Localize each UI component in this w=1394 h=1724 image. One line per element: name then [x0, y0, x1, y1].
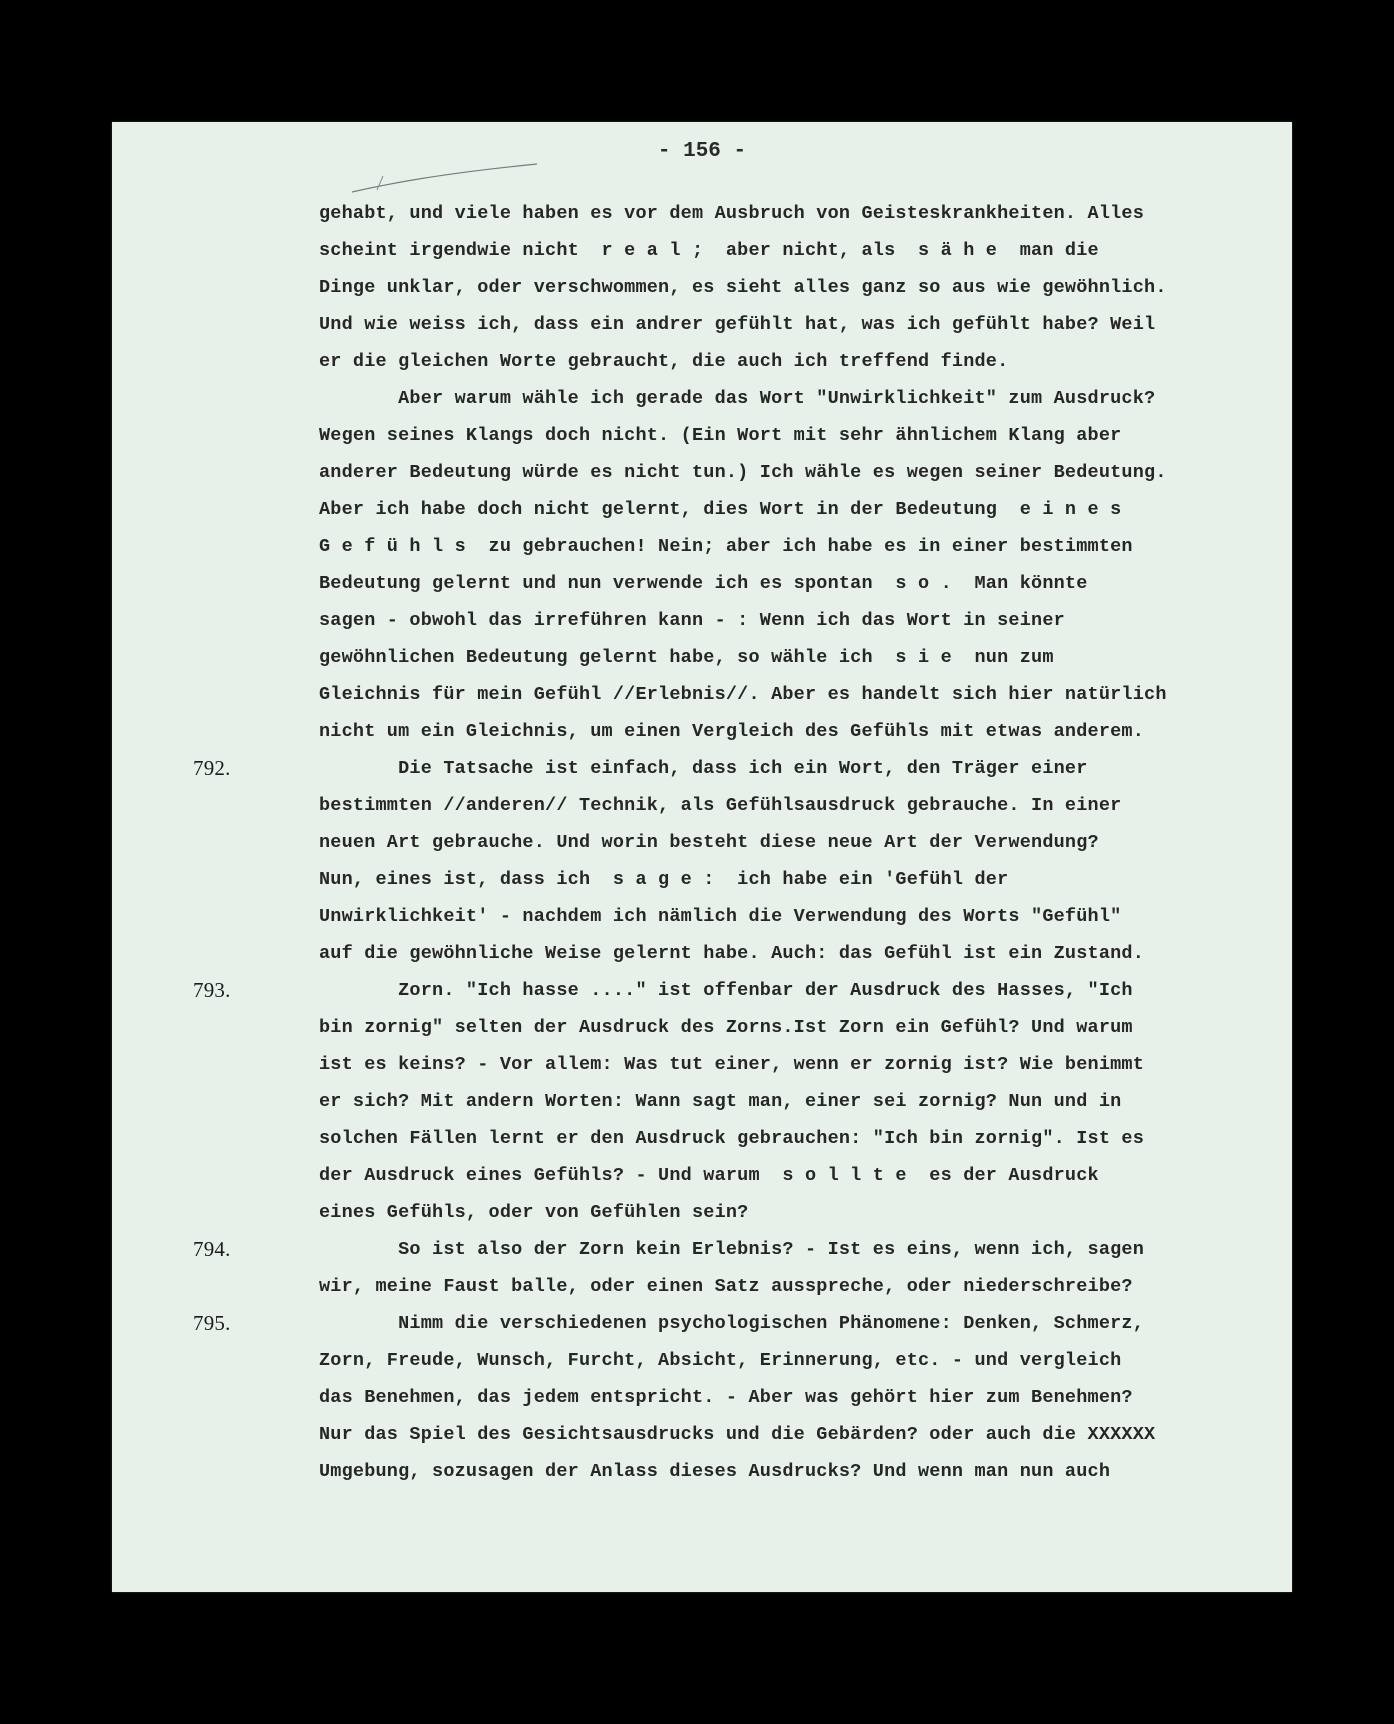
paragraph-number: 793. [193, 978, 231, 1002]
text-line [319, 417, 1269, 454]
text-line [319, 1416, 1269, 1453]
line-text: eines Gefühls, oder von Gefühlen sein? [319, 1202, 749, 1223]
text-line [319, 1194, 1269, 1231]
text-line [319, 713, 1269, 750]
text-line [319, 602, 1269, 639]
text-line [319, 528, 1269, 565]
line-text: sagen - obwohl das irreführen kann - : Wenn ich das Wort in seiner [319, 610, 1065, 631]
line-text: Die Tatsache ist einfach, dass ich ein Wort, den Träger einer [319, 758, 1088, 779]
text-line [319, 565, 1269, 602]
line-text: ist es keins? - Vor allem: Was tut einer, wenn er zornig ist? Wie benimmt [319, 1054, 1145, 1075]
text-line [319, 454, 1269, 491]
text-line [319, 1157, 1269, 1194]
line-text: wir, meine Faust balle, oder einen Satz ausspreche, oder niederschreibe? [319, 1276, 1133, 1297]
text-line [193, 972, 1269, 1009]
line-text: Dinge unklar, oder verschwommen, es sieht alles ganz so aus wie gewöhnlich. [319, 277, 1167, 298]
line-text: nicht um ein Gleichnis, um einen Vergleich des Gefühls mit etwas anderem. [319, 721, 1145, 742]
line-text: Wegen seines Klangs doch nicht. (Ein Wort mit sehr ähnlichem Klang aber [319, 425, 1122, 446]
text-line [319, 898, 1269, 935]
pencil-mark [347, 160, 547, 200]
paragraph-number: 795. [193, 1311, 231, 1335]
line-text: Bedeutung gelernt und nun verwende ich es spontan s o . Man könnte [319, 573, 1088, 594]
text-line [319, 824, 1269, 861]
text-line [319, 195, 1269, 232]
line-text: neuen Art gebrauche. Und worin besteht diese neue Art der Verwendung? [319, 832, 1099, 853]
line-text: bestimmten //anderen// Technik, als Gefühlsausdruck gebrauche. In einer [319, 795, 1122, 816]
line-text: der Ausdruck eines Gefühls? - Und warum s o l l t e es der Ausdruck [319, 1165, 1099, 1186]
line-text: solchen Fällen lernt er den Ausdruck gebrauchen: "Ich bin zornig". Ist es [319, 1128, 1145, 1149]
line-text: Unwirklichkeit' - nachdem ich nämlich die Verwendung des Worts "Gefühl" [319, 906, 1122, 927]
line-text: Zorn, Freude, Wunsch, Furcht, Absicht, Erinnerung, etc. - und vergleich [319, 1350, 1122, 1371]
line-text: gewöhnlichen Bedeutung gelernt habe, so wähle ich s i e nun zum [319, 647, 1054, 668]
text-line [319, 676, 1269, 713]
text-line [319, 935, 1269, 972]
line-text: er die gleichen Worte gebraucht, die auch ich treffend finde. [319, 351, 1009, 372]
text-line [319, 491, 1269, 528]
line-text: scheint irgendwie nicht r e a l ; aber nicht, als s ä h e man die [319, 240, 1099, 261]
text-line [319, 1046, 1269, 1083]
line-text: Aber ich habe doch nicht gelernt, dies Wort in der Bedeutung e i n e s [319, 499, 1122, 520]
line-text: bin zornig" selten der Ausdruck des Zorns.Ist Zorn ein Gefühl? Und warum [319, 1017, 1133, 1038]
line-text: das Benehmen, das jedem entspricht. - Aber was gehört hier zum Benehmen? [319, 1387, 1133, 1408]
text-line [319, 343, 1269, 380]
line-text: Umgebung, sozusagen der Anlass dieses Ausdrucks? Und wenn man nun auch [319, 1461, 1111, 1482]
typescript-page [112, 122, 1292, 1592]
line-text: Nun, eines ist, dass ich s a g e : ich habe ein 'Gefühl der [319, 869, 1009, 890]
text-line [319, 232, 1269, 269]
line-text: gehabt, und viele haben es vor dem Ausbruch von Geisteskrankheiten. Alles [319, 203, 1145, 224]
line-text: Nur das Spiel des Gesichtsausdrucks und die Gebärden? oder auch die XXXXXX [319, 1424, 1156, 1445]
line-text: er sich? Mit andern Worten: Wann sagt man, einer sei zornig? Nun und in [319, 1091, 1122, 1112]
text-line [319, 1083, 1269, 1120]
line-text: Zorn. "Ich hasse ...." ist offenbar der Ausdruck des Hasses, "Ich [319, 980, 1133, 1001]
text-line [319, 861, 1269, 898]
page-number: - 156 - [657, 140, 747, 163]
text-line [319, 639, 1269, 676]
line-text: Aber warum wähle ich gerade das Wort "Unwirklichkeit" zum Ausdruck? [319, 388, 1156, 409]
text-line [193, 1305, 1269, 1342]
text-line [319, 1342, 1269, 1379]
line-text: Und wie weiss ich, dass ein andrer gefühlt hat, was ich gefühlt habe? Weil [319, 314, 1156, 335]
text-line [319, 380, 1269, 417]
body-text [193, 195, 1269, 1490]
line-text: anderer Bedeutung würde es nicht tun.) Ich wähle es wegen seiner Bedeutung. [319, 462, 1167, 483]
text-line [319, 1453, 1269, 1490]
text-line [319, 787, 1269, 824]
text-line [319, 1379, 1269, 1416]
text-line [319, 1009, 1269, 1046]
line-text: Nimm die verschiedenen psychologischen Phänomene: Denken, Schmerz, [319, 1313, 1145, 1334]
text-line [193, 750, 1269, 787]
text-line [319, 306, 1269, 343]
line-text: Gleichnis für mein Gefühl //Erlebnis//. Aber es handelt sich hier natürlich [319, 684, 1167, 705]
paragraph-number: 794. [193, 1237, 231, 1261]
line-text: So ist also der Zorn kein Erlebnis? - Ist es eins, wenn ich, sagen [319, 1239, 1145, 1260]
line-text: G e f ü h l s zu gebrauchen! Nein; aber ich habe es in einer bestimmten [319, 536, 1133, 557]
line-text: auf die gewöhnliche Weise gelernt habe. Auch: das Gefühl ist ein Zustand. [319, 943, 1145, 964]
text-line [193, 1231, 1269, 1268]
text-line [319, 1120, 1269, 1157]
text-line [319, 269, 1269, 306]
paragraph-number: 792. [193, 756, 231, 780]
text-line [319, 1268, 1269, 1305]
